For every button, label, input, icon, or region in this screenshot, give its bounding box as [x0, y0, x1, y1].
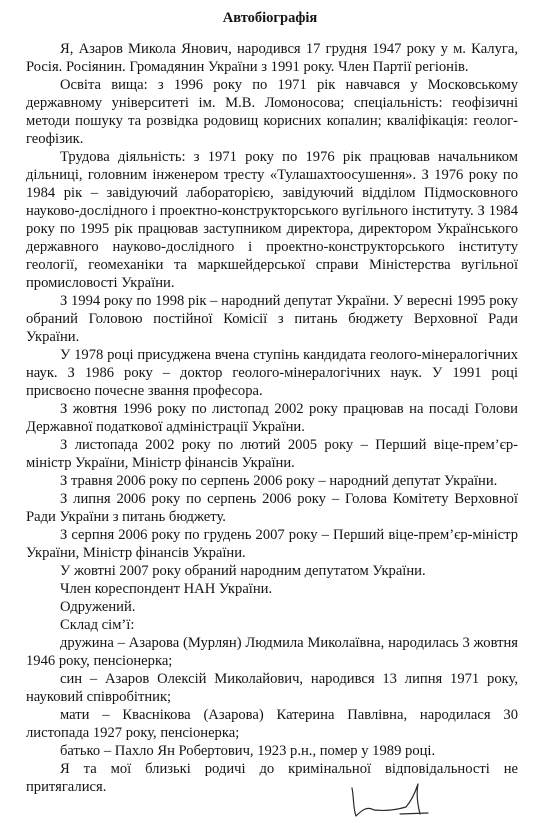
paragraph-academy: Член кореспондент НАН України.	[60, 581, 273, 597]
paragraph-work: Трудова діяльність: з 1971 року по 1976 рік працював начальником дільниці, головним інженером тресту «Тулашахтоосушення». З 1976 року по 1984 рік – завідуючий лабораторією, завідуючий відділом Підмосковного науково-дослідного і проектно-конструкторського вугільного інституту. З 1984 року по 1995 рік працював заступником директора, директором Українського державного науково-дослідного і проектно-конструкторського інституту геології, геомеханіки та маркшейдерської справи Міністерства вугільної промисловості України.	[26, 149, 518, 291]
paragraph-vice-premier-2006: З серпня 2006 року по грудень 2007 року – Перший віце-прем’єр-міністр України, Міністр фінансів України.	[26, 527, 518, 561]
paragraph-family-heading: Склад сім’ї:	[60, 617, 135, 633]
paragraph-no-criminal-record: Я та мої близькі родичі до кримінальної відповідальності не притягалися.	[26, 761, 518, 795]
handwritten-signature	[340, 780, 450, 822]
paragraph-father: батько – Пахло Ян Робертович, 1923 р.н., помер у 1989 році.	[60, 743, 436, 759]
paragraph-birth: Я, Азаров Микола Янович, народився 17 грудня 1947 року у м. Калуга, Росія. Росіянин. Громадянин України з 1991 року. Член Партії регіонів.	[26, 41, 518, 75]
document-title: Автобіографія	[222, 10, 318, 26]
paragraph-married: Одружений.	[60, 599, 136, 615]
document-body	[26, 40, 518, 796]
paragraph-deputy-2006: З травня 2006 року по серпень 2006 року – народний депутат України.	[60, 473, 498, 489]
paragraph-tax-admin: З жовтня 1996 року по листопад 2002 року працював на посаді Голови Державної податкової адміністрації України.	[26, 401, 518, 435]
paragraph-deputy-2007: У жовтні 2007 року обраний народним депутатом України.	[60, 563, 426, 579]
paragraph-deputy-1994: З 1994 року по 1998 рік – народний депутат України. У вересні 1995 року обраний Головою постійної Комісії з питань бюджету Верховної Ради України.	[26, 293, 518, 345]
paragraph-wife: дружина – Азарова (Мурлян) Людмила Миколаївна, народилась 3 жовтня 1946 року, пенсіонерка;	[26, 635, 518, 669]
paragraph-committee-head: З липня 2006 року по серпень 2006 року – Голова Комітету Верховної Ради України з питань бюджету.	[26, 491, 518, 525]
paragraph-mother: мати – Квaснікова (Азарова) Катерина Павлівна, народилася 30 листопада 1927 року, пенсіонерка;	[26, 707, 518, 741]
paragraph-son: син – Азаров Олексій Миколайович, народився 13 липня 1971 року, науковий співробітник;	[26, 671, 518, 705]
paragraph-degree: У 1978 році присуджена вчена ступінь кандидата геолого-мінералогічних наук. З 1986 року – доктор геолого-мінералогічних наук. У 1991 році присвоєно почесне звання професора.	[26, 347, 518, 399]
paragraph-vice-premier-2002: З листопада 2002 року по лютий 2005 року – Перший віце-прем’єр-міністр України, Міністр фінансів України.	[26, 437, 518, 471]
paragraph-education: Освіта вища: з 1996 року по 1971 рік навчався у Московському державному університеті ім. М.В. Ломоносова; спеціальність: геофізичні методи пошуку та розвідка родовищ корисних копалин; кваліфікація: геолог-геофізик.	[26, 77, 518, 147]
